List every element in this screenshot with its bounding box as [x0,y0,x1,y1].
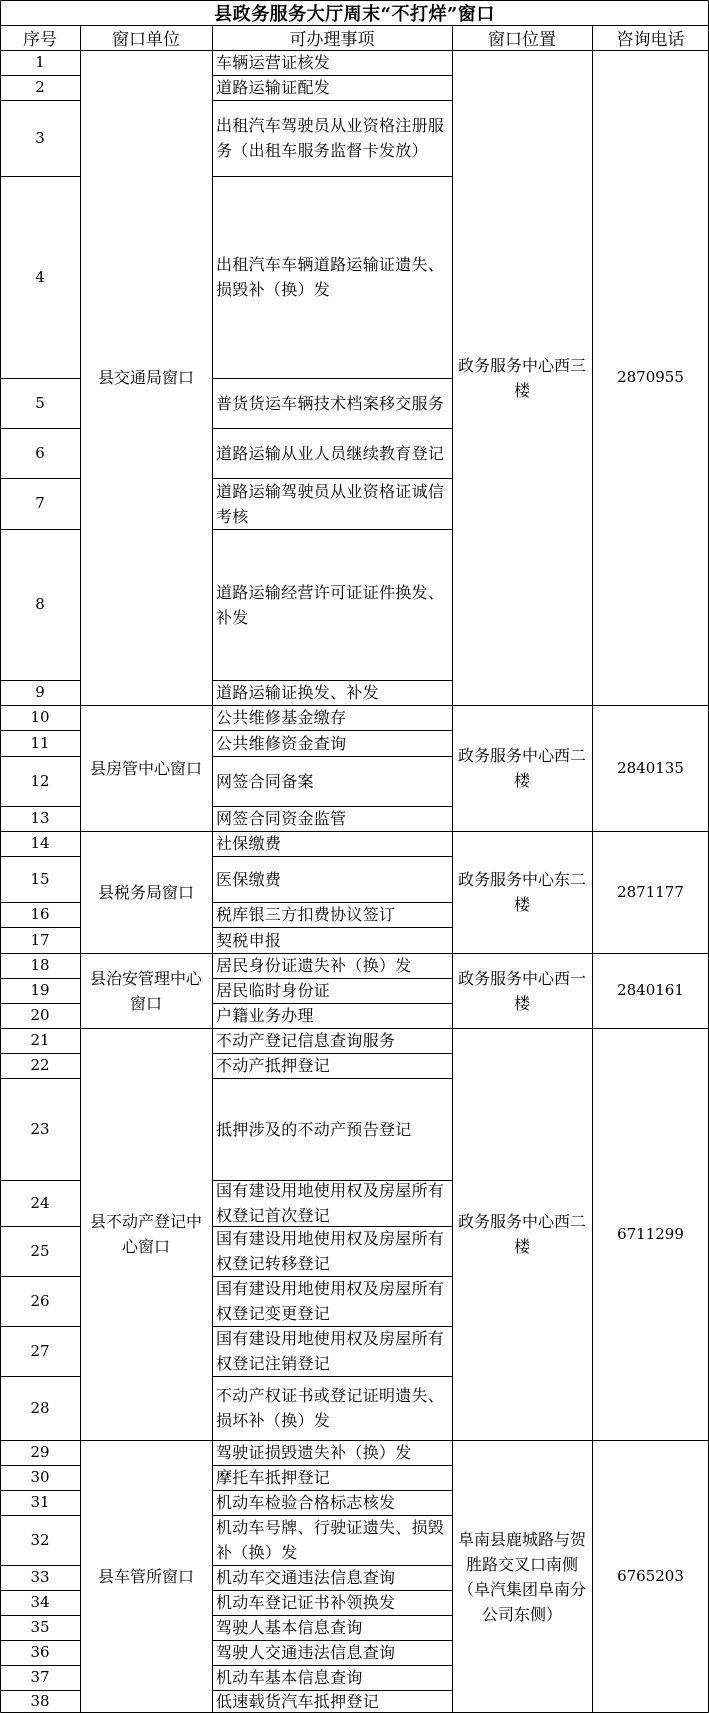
row-number: 11 [30,733,50,752]
row-number: 6 [35,443,45,462]
contact-phone: 6711299 [617,1224,684,1243]
service-item: 网签合同资金监管 [216,809,347,828]
service-item: 低速载货汽车抵押登记 [216,1692,380,1711]
row-number: 24 [30,1193,50,1212]
row-number: 30 [30,1468,50,1486]
service-item: 国有建设用地使用权及房屋所有权登记首次登记 [216,1181,445,1225]
header-items: 可办理事项 [289,30,375,50]
service-item: 驾驶人交通违法信息查询 [216,1643,396,1662]
service-item: 税库银三方扣费协议签订 [216,905,396,924]
service-item: 驾驶人基本信息查询 [216,1618,363,1637]
row-number: 19 [30,981,50,999]
row-number: 26 [30,1291,50,1310]
row-number: 36 [30,1643,50,1661]
row-number: 22 [30,1056,50,1074]
service-item: 车辆运营证核发 [216,53,331,72]
window-location: 政务服务中心西三楼 [458,355,587,400]
row-number: 12 [30,771,50,790]
row-number: 10 [30,708,50,726]
row-number: 38 [30,1692,50,1710]
service-item: 不动产登记信息查询服务 [216,1031,396,1050]
row-number: 13 [30,809,50,827]
service-item: 机动车基本信息查询 [216,1668,363,1687]
window-unit: 县房管中心窗口 [89,758,202,778]
service-item: 道路运输从业人员继续教育登记 [216,443,445,463]
service-item: 居民临时身份证 [216,981,331,1000]
contact-phone: 2840161 [617,981,684,999]
row-number: 28 [30,1398,50,1417]
service-item: 驾驶证损毁遗失补（换）发 [216,1443,412,1462]
service-item: 机动车交通违法信息查询 [216,1568,396,1587]
row-number: 27 [30,1341,50,1360]
service-item: 国有建设用地使用权及房屋所有权登记转移登记 [216,1229,445,1273]
row-number: 33 [30,1568,50,1586]
service-item: 机动车登记证书补领换发 [216,1593,396,1612]
service-item: 契税申报 [216,930,282,950]
row-number: 2 [35,78,45,96]
service-item: 道路运输证换发、补发 [216,683,380,702]
window-unit: 县税务局窗口 [97,882,194,902]
service-item: 道路运输经营许可证证件换发、补发 [216,582,445,627]
contact-phone: 2871177 [617,882,684,901]
contact-phone: 6765203 [617,1567,684,1585]
row-number: 31 [30,1493,50,1511]
row-number: 35 [30,1618,50,1636]
service-item: 不动产抵押登记 [216,1056,331,1075]
window-unit: 县车管所窗口 [97,1567,194,1586]
window-unit: 县不动产登记中心窗口 [89,1212,202,1256]
service-item: 户籍业务办理 [216,1006,314,1025]
service-item: 社保缴费 [216,834,282,853]
service-item: 不动产权证书或登记证明遗失、损坏补（换）发 [216,1386,445,1430]
row-number: 8 [35,595,45,613]
service-item: 道路运输证配发 [216,78,331,97]
row-number: 23 [30,1119,50,1138]
row-number: 9 [35,683,45,701]
row-number: 18 [30,956,50,974]
service-item: 普货货运车辆技术档案移交服务 [216,393,445,413]
row-number: 15 [30,869,50,888]
row-number: 16 [30,905,50,923]
row-number: 4 [35,267,45,286]
header-seq: 序号 [23,30,57,50]
row-number: 25 [30,1241,50,1260]
service-item: 摩托车抵押登记 [216,1468,331,1487]
contact-phone: 2870955 [617,368,684,386]
row-number: 7 [35,494,45,512]
row-number: 1 [35,53,45,71]
service-item: 公共维修资金查询 [216,733,347,753]
row-number: 3 [35,128,45,147]
row-number: 17 [30,930,50,949]
row-number: 37 [30,1668,50,1686]
row-number: 29 [30,1443,50,1461]
row-number: 34 [30,1593,50,1611]
header-phone: 咨询电话 [616,30,685,50]
header-unit: 窗口单位 [112,30,180,50]
window-location: 政务服务中心西二楼 [458,1212,587,1256]
service-item: 抵押涉及的不动产预告登记 [216,1119,412,1139]
service-item: 国有建设用地使用权及房屋所有权登记变更登记 [216,1279,445,1323]
service-item: 网签合同备案 [216,771,314,791]
service-item: 出租汽车驾驶员从业资格注册服务（出租车服务监督卡发放） [216,116,445,160]
row-number: 20 [30,1006,50,1024]
window-unit: 县治安管理中心窗口 [89,968,202,1013]
window-location: 阜南县鹿城路与贺胜路交叉口南侧（阜汽集团阜南分公司东侧） [458,1529,587,1624]
window-location: 政务服务中心西一楼 [458,968,587,1013]
service-item: 国有建设用地使用权及房屋所有权登记注销登记 [216,1329,445,1373]
service-item: 医保缴费 [216,869,282,889]
service-item: 出租汽车车辆道路运输证遗失、损毁补（换）发 [216,255,445,299]
window-location: 政务服务中心东二楼 [458,870,587,914]
contact-phone: 2840135 [617,758,684,777]
page-title: 县政务服务大厅周末“不打烊”窗口 [214,3,495,25]
service-item: 公共维修基金缴存 [216,708,347,727]
row-number: 21 [30,1031,50,1049]
service-item: 机动车号牌、行驶证遗失、损毁补（换）发 [216,1518,445,1562]
window-unit: 县交通局窗口 [97,368,194,387]
header-location: 窗口位置 [488,30,556,50]
row-number: 32 [30,1530,50,1549]
row-number: 14 [30,834,50,852]
row-number: 5 [35,393,45,412]
service-item: 道路运输驾驶员从业资格证诚信考核 [216,481,445,526]
window-location: 政务服务中心西二楼 [458,746,587,790]
service-item: 居民身份证遗失补（换）发 [216,956,412,975]
service-item: 机动车检验合格标志核发 [216,1493,396,1512]
